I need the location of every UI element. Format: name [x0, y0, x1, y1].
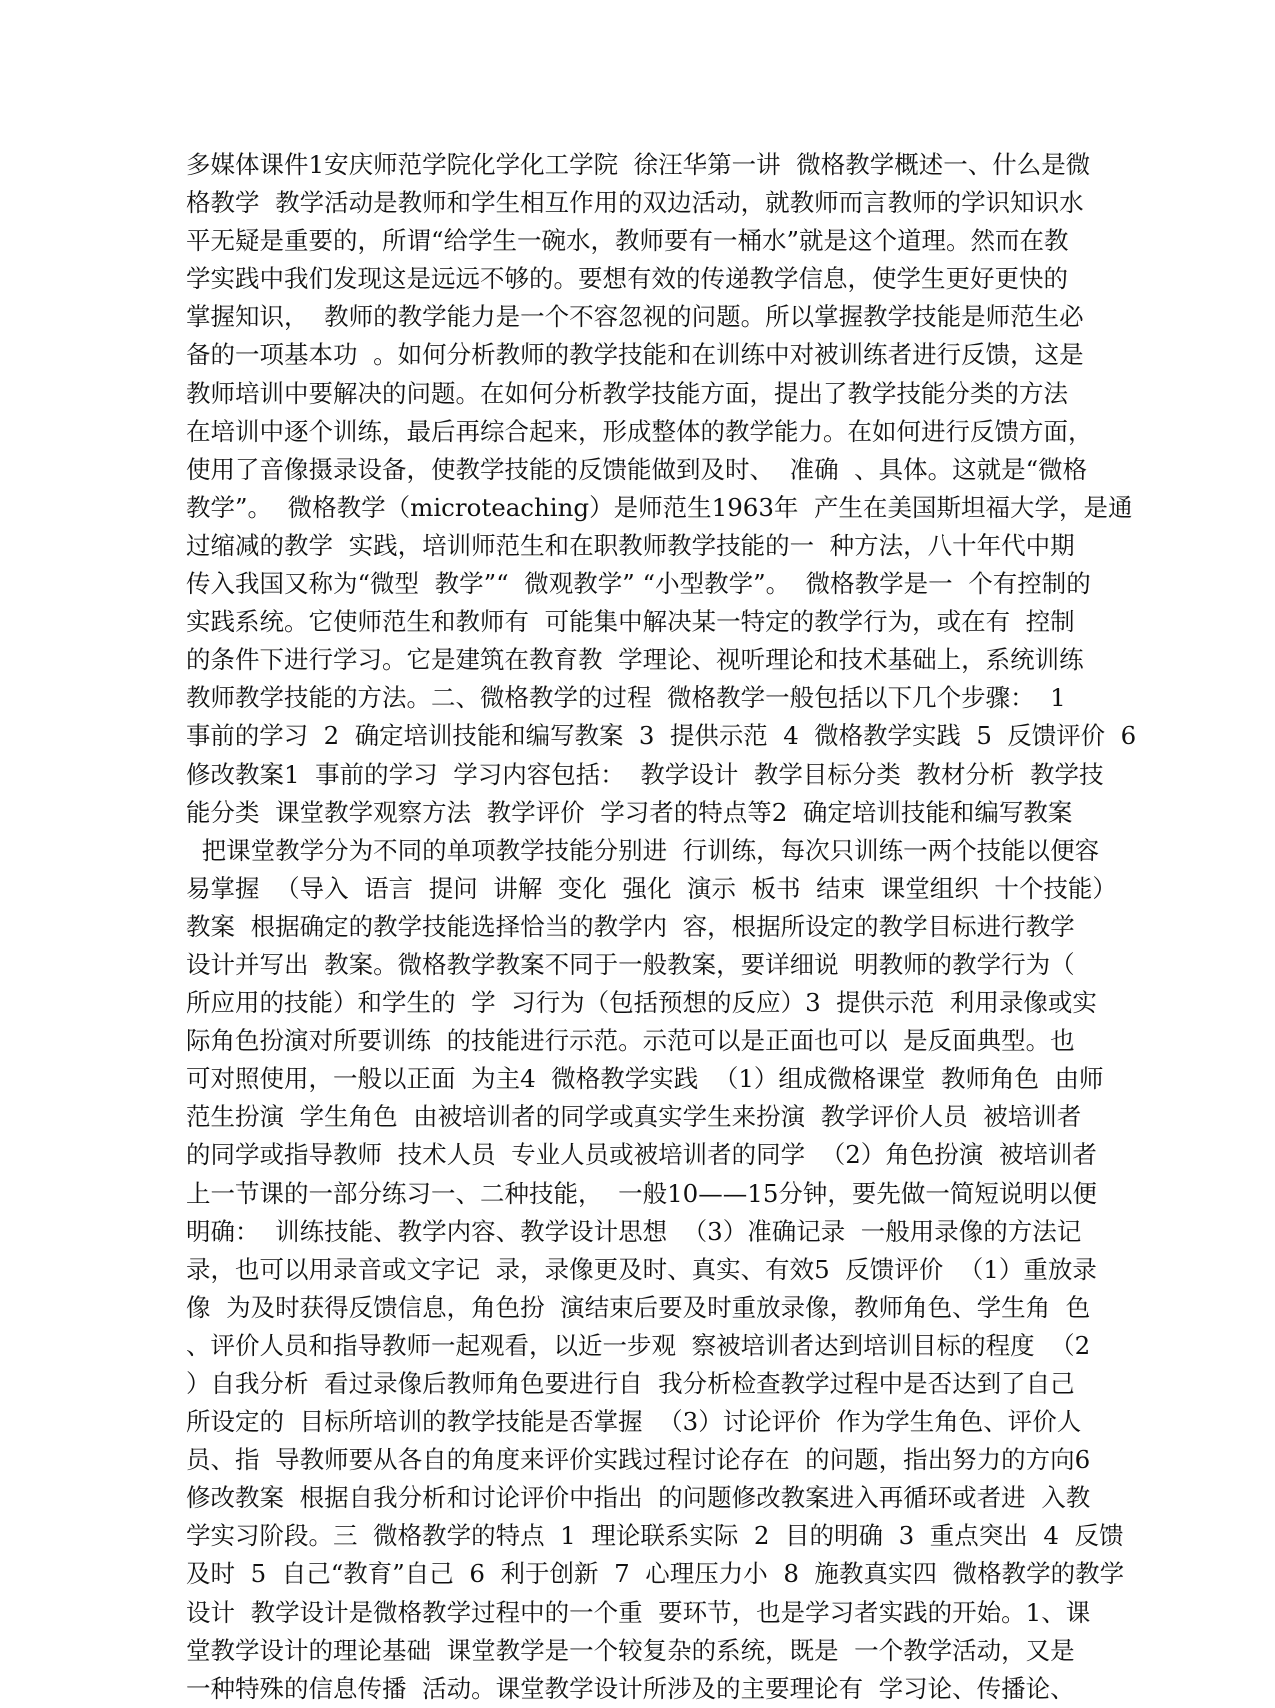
text-line: 修改教案 根据自我分析和讨论评价中指出 的问题修改教案进入再循环或者进 入教 — [186, 1483, 1091, 1513]
text-line: 及时 5 自己“教育”自己 6 利于创新 7 心理压力小 8 施教真实四 微格教学的教学 — [186, 1559, 1125, 1589]
text-line: 设计并写出 教案。微格教学教案不同于一般教案，要详细说 明教师的教学行为（ — [186, 949, 1075, 979]
text-line: 教案 根据确定的教学技能选择恰当的教学内 容，根据所设定的教学目标进行教学 — [186, 911, 1075, 941]
text-line: 所应用的技能）和学生的 学 习行为（包括预想的反应）3 提供示范 利用录像或实 — [186, 988, 1097, 1018]
text-line: 教师培训中要解决的问题。在如何分析教学技能方面，提出了教学技能分类的方法 — [186, 378, 1068, 408]
text-line: 实践系统。它使师范生和教师有 可能集中解决某一特定的教学行为，或在有 控制 — [186, 607, 1075, 637]
text-line: 格教学 教学活动是教师和学生相互作用的双边活动，就教师而言教师的学识知识水 — [186, 188, 1084, 218]
text-line: 掌握知识， 教师的教学能力是一个不容忽视的问题。所以掌握教学技能是师范生必 — [186, 302, 1084, 332]
text-line: 上一节课的一部分练习一、二种技能， 一般10——15分钟，要先做一简短说明以便 — [186, 1178, 1097, 1208]
text-line: 在培训中逐个训练，最后再综合起来，形成整体的教学能力。在如何进行反馈方面， — [186, 416, 1093, 446]
text-line: 能分类 课堂教学观察方法 教学评价 学习者的特点等2 确定培训技能和编写教案 — [186, 797, 1073, 827]
body-text — [186, 146, 1137, 1708]
text-line: ）自我分析 看过录像后教师角色要进行自 我分析检查教学过程中是否达到了自己 — [186, 1369, 1075, 1398]
text-line: 学实践中我们发现这是远远不够的。要想有效的传递教学信息，使学生更好更快的 — [186, 264, 1068, 294]
text-line: 所设定的 目标所培训的教学技能是否掌握 （3）讨论评价 作为学生角色、评价人 — [186, 1407, 1082, 1437]
text-line: 的条件下进行学习。它是建筑在教育教 学理论、视听理论和技术基础上，系统训练 — [186, 645, 1084, 675]
text-line: 教师教学技能的方法。二、微格教学的过程 微格教学一般包括以下几个步骤： 1 — [186, 683, 1066, 713]
text-line: 多媒体课件1安庆师范学院化学化工学院 徐汪华第一讲 微格教学概述一、什么是微 — [186, 150, 1091, 179]
text-line: 录，也可以用录音或文字记 录，录像更及时、真实、有效5 反馈评价 （1）重放录 — [186, 1254, 1097, 1284]
text-line: 、评价人员和指导教师一起观看，以近一步观 察被培训者达到培训目标的程度 （2 — [186, 1330, 1091, 1360]
text-line: 的同学或指导教师 技术人员 专业人员或被培训者的同学 （2）角色扮演 被培训者 — [186, 1140, 1097, 1170]
text-line: 过缩减的教学 实践，培训师范生和在职教师教学技能的一 种方法，八十年代中期 — [186, 530, 1075, 560]
text-line: 设计 教学设计是微格教学过程中的一个重 要环节，也是学习者实践的开始。1、课 — [186, 1597, 1091, 1627]
text-line: 教学”。 微格教学（microteaching）是师范生1963年 产生在美国斯坦福大学，是通 — [186, 492, 1133, 522]
text-line: 可对照使用，一般以正面 为主4 微格教学实践 （1）组成微格课堂 教师角色 由师 — [186, 1064, 1104, 1094]
text-line: 际角色扮演对所要训练 的技能进行示范。示范可以是正面也可以 是反面典型。也 — [186, 1026, 1075, 1056]
text-line: 使用了音像摄录设备，使教学技能的反馈能做到及时、 准确 、具体。这就是“微格 — [186, 454, 1088, 484]
text-line: 平无疑是重要的，所谓“给学生一碗水，教师要有一桶水”就是这个道理。然而在教 — [186, 226, 1069, 256]
text-line: 事前的学习 2 确定培训技能和编写教案 3 提供示范 4 微格教学实践 5 反馈评价 6 — [186, 721, 1137, 751]
text-line: 把课堂教学分为不同的单项教学技能分别进 行训练，每次只训练一两个技能以便容 — [186, 835, 1100, 865]
text-line: 一种特殊的信息传播 活动。课堂教学设计所涉及的主要理论有 学习论、传播论、 — [186, 1673, 1075, 1703]
text-line: 学实习阶段。三 微格教学的特点 1 理论联系实际 2 目的明确 3 重点突出 4 反馈 — [186, 1521, 1124, 1551]
text-line: 备的一项基本功 。如何分析教师的教学技能和在训练中对被训练者进行反馈，这是 — [186, 340, 1084, 370]
text-line: 像 为及时获得反馈信息，角色扮 演结束后要及时重放录像，教师角色、学生角 色 — [186, 1292, 1091, 1322]
text-line: 员、指 导教师要从各自的角度来评价实践过程讨论存在 的问题，指出努力的方向6 — [186, 1445, 1091, 1475]
text-line: 明确： 训练技能、教学内容、教学设计思想 （3）准确记录 一般用录像的方法记 — [186, 1216, 1082, 1246]
text-line: 修改教案1 事前的学习 学习内容包括： 教学设计 教学目标分类 教材分析 教学技 — [186, 759, 1104, 789]
text-line: 传入我国又称为“微型 教学”“ 微观教学” “小型教学”。 微格教学是一 个有控制的 — [186, 569, 1091, 599]
text-line: 范生扮演 学生角色 由被培训者的同学或真实学生来扮演 教学评价人员 被培训者 — [186, 1102, 1082, 1132]
text-line: 堂教学设计的理论基础 课堂教学是一个较复杂的系统，既是 一个教学活动，又是 — [186, 1635, 1075, 1665]
text-line: 易掌握 （导入 语言 提问 讲解 变化 强化 演示 板书 结束 课堂组织 十个技能） — [186, 873, 1117, 903]
